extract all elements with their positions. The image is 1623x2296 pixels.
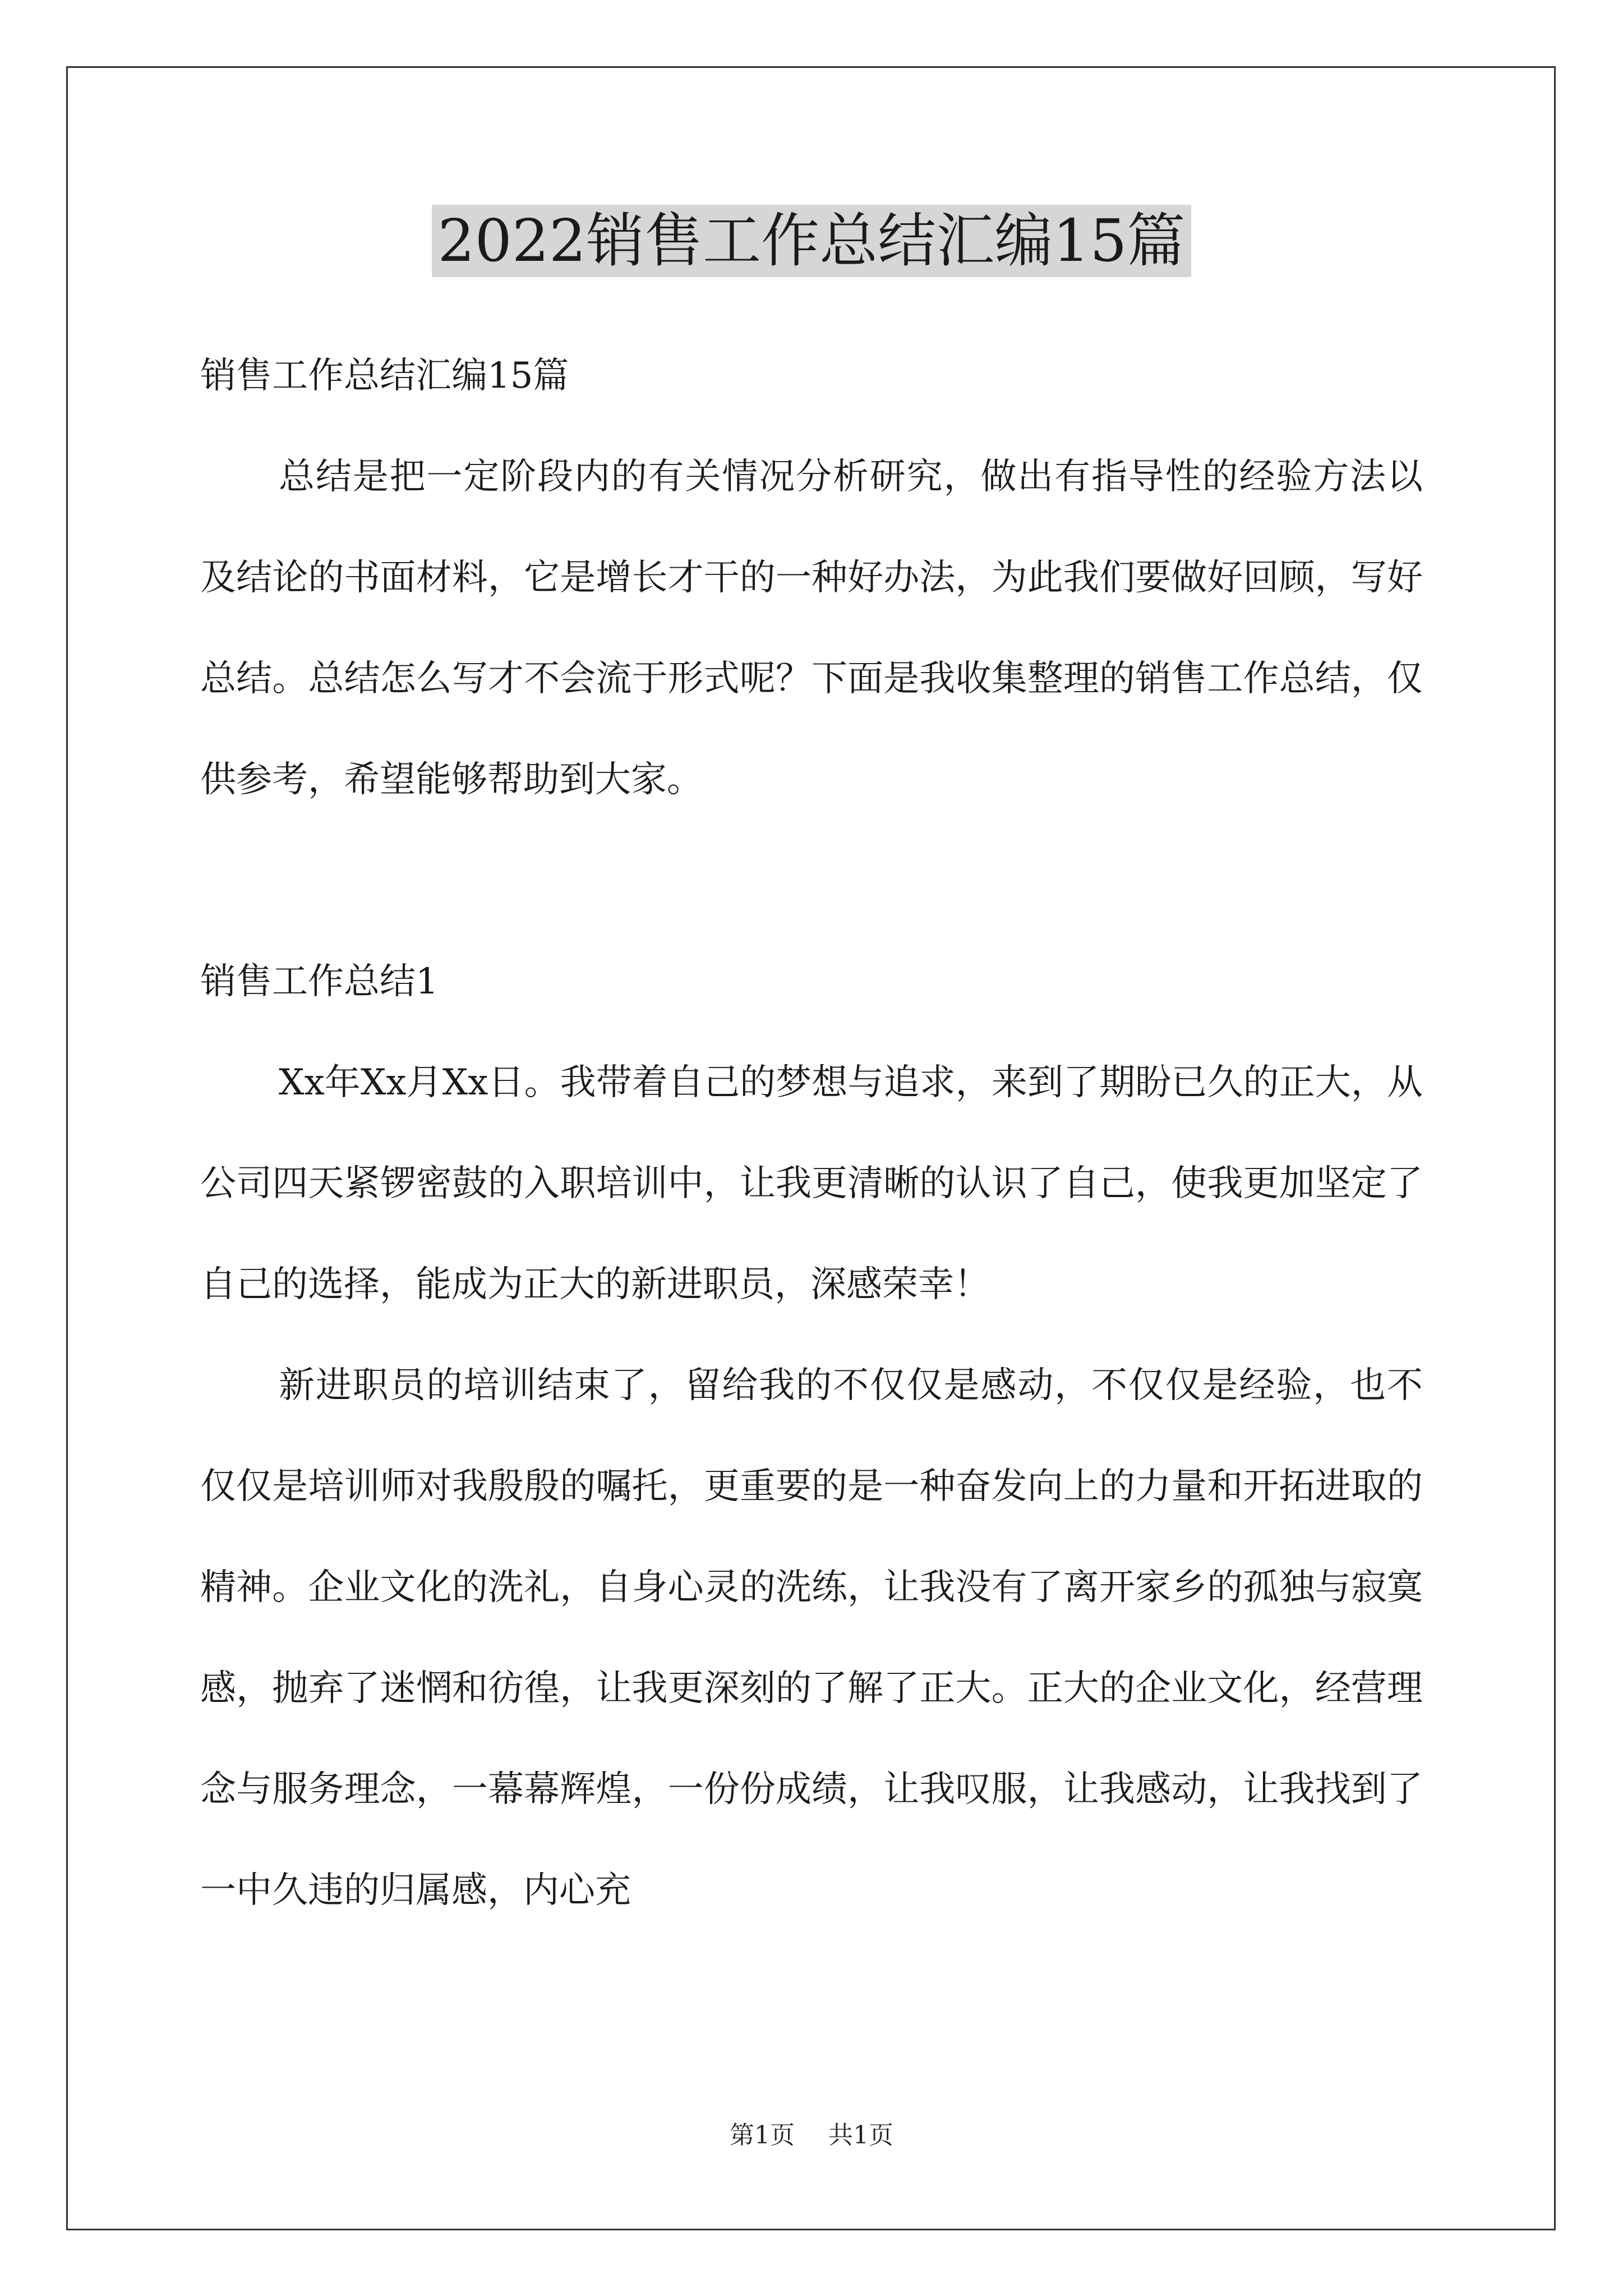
title-wrap — [0, 205, 1623, 277]
intro-paragraph: 总结是把一定阶段内的有关情况分析研究，做出有指导性的经验方法以及结论的书面材料，它是增长才干的一种好办法，为此我们要做好回顾，写好总结。总结怎么写才不会流于形式呢？下面是我收集整理的销售工作总结，仅供参考，希望能够帮助到大家。 — [200, 456, 1423, 800]
page-number: 第1页 — [730, 2121, 795, 2150]
body-paragraph: 新进职员的培训结束了，留给我的不仅仅是感动，不仅仅是经验，也不仅仅是培训师对我殷殷的嘱托，更重要的是一种奋发向上的力量和开拓进取的精神。企业文化的洗礼，自身心灵的洗练，让我没有了离开家乡的孤独与寂寞感，抛弃了迷惘和彷徨，让我更深刻的了解了正大。正大的企业文化，经营理念与服务理念，一幕幕辉煌，一份份成绩，让我叹服，让我感动，让我找到了一中久违的归属感，内心充 — [200, 1365, 1423, 1911]
section-heading: 销售工作总结1 — [200, 961, 439, 1002]
page-footer — [0, 2115, 1623, 2151]
document-title: 2022销售工作总结汇编15篇 — [432, 205, 1191, 277]
page-total: 共1页 — [828, 2121, 893, 2150]
body-paragraph: Xx年Xx月Xx日。我带着自己的梦想与追求，来到了期盼已久的正大，从公司四天紧锣密鼓的入职培训中，让我更清晰的认识了自己，使我更加坚定了自己的选择，能成为正大的新进职员，深感荣幸！ — [200, 1062, 1423, 1305]
document-subtitle: 销售工作总结汇编15篇 — [200, 355, 569, 397]
document-body — [200, 325, 1423, 1941]
